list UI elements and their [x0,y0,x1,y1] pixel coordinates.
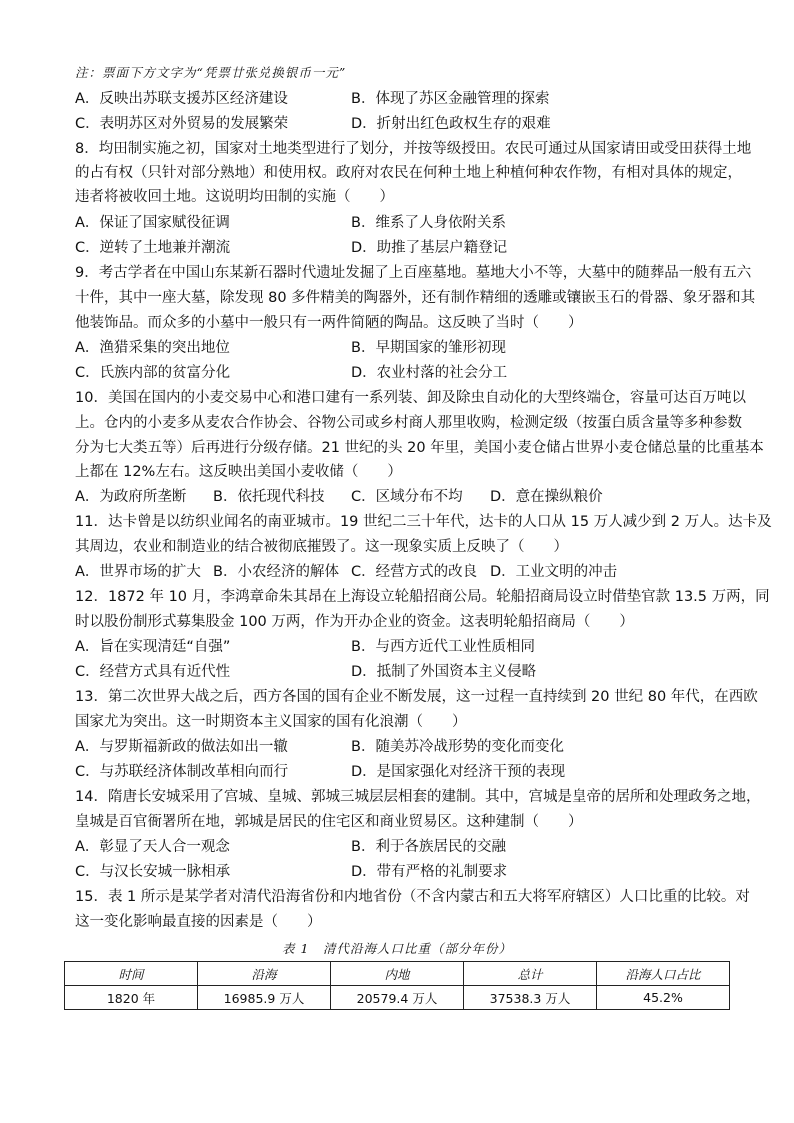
q8-stem-line: 的占有权（只针对部分熟地）和使用权。政府对农民在何种土地上种植何种农作物，有相对具体的规定， [75,165,742,181]
q8-stem-line: 8．均田制实施之初，国家对土地类型进行了划分，并按等级授田。农民可通过从国家请田或受田获得土地 [75,141,752,157]
q10-stem-line: 上。仓内的小麦多从麦农合作协会、谷物公司或乡村商人那里收购，检测定级（按蛋白质含量等多种参数 [75,415,742,431]
q14-stem-line: 皇城是百官衙署所在地，郭城是居民的住宅区和商业贸易区。这种建制（ ） [75,814,583,830]
q7-option-a: A．反映出苏联支援苏区经济建设 [75,91,288,107]
table-cell: 1820 年 [65,986,198,1010]
q8-option-c: C．逆转了土地兼并潮流 [75,240,231,256]
q11-option-a: A．世界市场的扩大 [75,564,201,580]
q13-option-d: D．是国家强化对经济干预的表现 [351,764,566,780]
q7-option-d: D．折射出红色政权生存的艰难 [351,116,551,132]
table-header-cell: 沿海 [198,962,331,986]
q7-option-c: C．表明苏区对外贸易的发展繁荣 [75,116,289,132]
q11-option-d: D．工业文明的冲击 [490,564,618,580]
q12-option-a: A．旨在实现清廷“自强” [75,639,231,655]
q13-option-a: A．与罗斯福新政的做法如出一辙 [75,739,288,755]
table-cell: 20579.4 万人 [331,986,464,1010]
q8-option-a: A．保证了国家赋役征调 [75,215,230,231]
q11-stem-line: 11．达卡曾是以纺织业闻名的南亚城市。19 世纪二三十年代，达卡的人口从 15 万人减少到 2 万人。达卡及 [75,514,772,530]
table-row [65,986,730,1010]
table-cell: 37538.3 万人 [464,986,597,1010]
q14-option-b: B．利于各族居民的交融 [351,839,506,855]
q10-stem-line: 10．美国在国内的小麦交易中心和港口建有一系列装、卸及除虫自动化的大型终端仓，容量可达百万吨以 [75,390,746,406]
q10-option-a: A．为政府所垄断 [75,489,187,505]
q7-option-b: B．体现了苏区金融管理的探索 [351,91,550,107]
q9-option-c: C．氏族内部的贫富分化 [75,365,231,381]
q14-option-a: A．彰显了天人合一观念 [75,839,230,855]
q12-stem-line: 时以股份制形式募集股金 100 万两，作为开办企业的资金。这表明轮船招商局（ ） [75,614,634,630]
q14-option-d: D．带有严格的礼制要求 [351,864,508,880]
q13-stem-line: 国家尤为突出。这一时期资本主义国家的国有化浪潮（ ） [75,714,467,730]
q8-option-b: B．维系了人身依附关系 [351,215,506,231]
q13-option-b: B．随美苏冷战形势的变化而变化 [351,739,564,755]
q10-option-d: D．意在操纵粮价 [490,489,603,505]
q12-option-c: C．经营方式具有近代性 [75,664,231,680]
q13-option-c: C．与苏联经济体制改革相向而行 [75,764,289,780]
q9-stem-line: 十件，其中一座大墓，除发现 80 多件精美的陶器外，还有制作精细的透雕或镶嵌玉石的骨器、象牙器和其 [75,290,756,306]
q11-stem-line: 其周边，农业和制造业的结合被彻底摧毁了。这一现象实质上反映了（ ） [75,539,568,555]
q10-stem-line: 上都在 12%左右。这反映出美国小麦收储（ ） [75,464,402,480]
q13-stem-line: 13．第二次世界大战之后，西方各国的国有企业不断发展，这一过程一直持续到 20 世纪 80 年代，在西欧 [75,689,758,705]
table-header-row [65,962,730,986]
q15-stem-line: 这一变化影响最直接的因素是（ ） [75,914,322,930]
table-header-cell: 总计 [464,962,597,986]
q10-option-b: B．依托现代科技 [213,489,325,505]
q9-stem-line: 9．考古学者在中国山东某新石器时代遗址发掘了上百座墓地。墓地大小不等，大墓中的随葬品一般有五六 [75,265,752,281]
table-cell: 45.2% [597,986,730,1010]
banknote-note: 注：票面下方文字为“凭票廿张兑换银币一元” [75,65,347,80]
table-caption: 表 1 清代沿海人口比重（部分年份） [282,941,512,956]
table-header-cell: 沿海人口占比 [597,962,730,986]
q14-stem-line: 14．隋唐长安城采用了宫城、皇城、郭城三城层层相套的建制。其中，宫城是皇帝的居所和处理政务之地， [75,789,761,805]
table-header-cell: 内地 [331,962,464,986]
q10-stem-line: 分为七大类五等）后再进行分级存储。21 世纪的头 20 年里，美国小麦仓储占世界小麦仓储总量的比重基本 [75,440,764,456]
q12-option-d: D．抵制了外国资本主义侵略 [351,664,537,680]
table-header-cell: 时间 [65,962,198,986]
q9-option-d: D．农业村落的社会分工 [351,365,508,381]
q12-option-b: B．与西方近代工业性质相同 [351,639,535,655]
q10-option-c: C．区域分布不均 [351,489,463,505]
q8-option-d: D．助推了基层户籍登记 [351,240,508,256]
q9-option-a: A．渔猎采集的突出地位 [75,340,230,356]
q14-option-c: C．与汉长安城一脉相承 [75,864,231,880]
q8-stem-line: 违者将被收回土地。这说明均田制的实施（ ） [75,189,394,205]
q11-option-c: C．经营方式的改良 [351,564,478,580]
q9-stem-line: 他装饰品。而众多的小墓中一般只有一两件简陋的陶品。这反映了当时（ ） [75,315,583,331]
q9-option-b: B．早期国家的雏形初现 [351,340,506,356]
q12-stem-line: 12．1872 年 10 月，李鸿章命朱其昂在上海设立轮船招商公局。轮船招商局设立时借垫官款 13.5 万两，同 [75,589,770,605]
population-table [64,961,730,1010]
q11-option-b: B．小农经济的解体 [213,564,339,580]
table-cell: 16985.9 万人 [198,986,331,1010]
q15-stem-line: 15．表 1 所示是某学者对清代沿海省份和内地省份（不含内蒙古和五大将军府辖区）人口比重的比较。对 [75,889,750,905]
